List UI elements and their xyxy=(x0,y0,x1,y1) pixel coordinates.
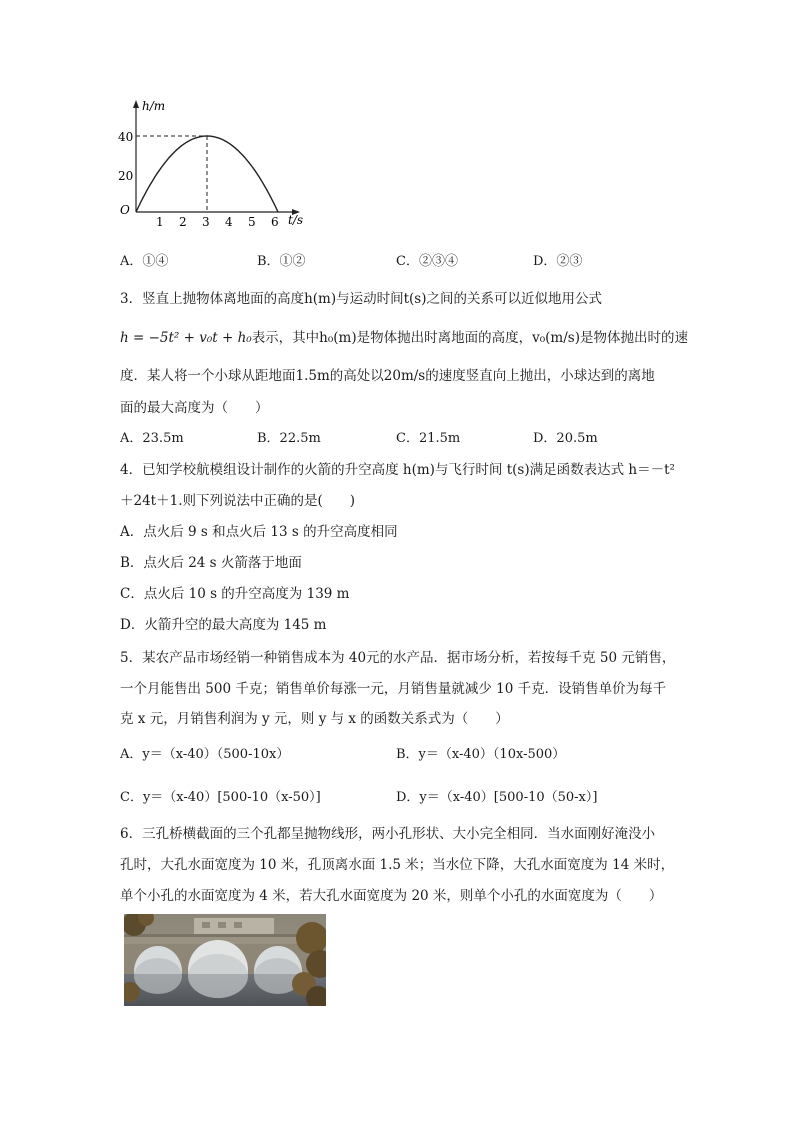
y-axis-arrow xyxy=(133,100,139,108)
q4-line-2: ＋24t＋1.则下列说法中正确的是( ) xyxy=(120,493,356,509)
q5-option-b[interactable]: B．y＝（x-40）（10x-500） xyxy=(396,747,566,762)
x-tick-5: 5 xyxy=(248,215,256,229)
x-axis-label: t/s xyxy=(288,213,304,227)
q3-formula: h = −5t² + v₀t + h₀ xyxy=(120,330,252,346)
q6-line-2: 孔时，大孔水面宽度为 10 米，孔顶离水面 1.5 米；当水位下降，大孔水面宽度为 14 米时， xyxy=(120,857,675,873)
three-arch-bridge-photo xyxy=(124,914,326,1006)
q5-option-c[interactable]: C．y＝（x-40）[500-10（x-50）] xyxy=(120,790,321,805)
q3-line-2-text: 表示，其中h₀(m)是物体抛出时离地面的高度，v₀(m/s)是物体抛出时的速 xyxy=(251,330,688,346)
height-time-graph xyxy=(112,96,312,236)
y-tick-40: 40 xyxy=(118,130,134,144)
q5-option-a[interactable]: A．y＝（x-40）（500-10x） xyxy=(120,747,290,762)
q5-option-d[interactable]: D．y＝（x-40）[500-10（50-x）] xyxy=(396,790,598,805)
q6-line-3: 单个小孔的水面宽度为 4 米，若大孔水面宽度为 20 米，则单个小孔的水面宽度为（ ） xyxy=(120,888,663,904)
q3-line-4: 面的最大高度为（ ） xyxy=(120,400,269,416)
q3-line-2 xyxy=(120,326,688,346)
q2-option-b[interactable]: B．①② xyxy=(257,254,306,269)
q2-option-a[interactable]: A．①④ xyxy=(120,254,169,269)
x-tick-3: 3 xyxy=(202,215,210,229)
q3-option-c[interactable]: C．21.5m xyxy=(396,431,461,446)
origin-label: O xyxy=(120,203,130,217)
q4-option-b[interactable]: B．点火后 24 s 火箭落于地面 xyxy=(120,555,302,571)
x-tick-6: 6 xyxy=(271,215,279,229)
q3-line-1: 3．竖直上抛物体离地面的高度h(m)与运动时间t(s)之间的关系可以近似地用公式 xyxy=(120,291,603,307)
q4-option-c[interactable]: C．点火后 10 s 的升空高度为 139 m xyxy=(120,586,350,602)
q4-line-1: 4．已知学校航模组设计制作的火箭的升空高度 h(m)与飞行时间 t(s)满足函数表达式 h＝－t² xyxy=(120,462,675,478)
q2-option-d[interactable]: D．②③ xyxy=(533,254,583,269)
q3-line-3: 度．某人将一个小球从距地面1.5m的高处以20m/s的速度竖直向上抛出，小球达到的离地 xyxy=(120,368,655,384)
q5-line-2: 一个月能售出 500 千克；销售单价每涨一元，月销售量就减少 10 千克．设销售单价为每千 xyxy=(120,681,667,697)
y-axis-label: h/m xyxy=(142,99,166,113)
x-tick-4: 4 xyxy=(225,215,233,229)
q5-line-3: 克 x 元，月销售利润为 y 元，则 y 与 x 的函数关系式为（ ） xyxy=(120,711,509,727)
q4-option-a[interactable]: A．点火后 9 s 和点火后 13 s 的升空高度相同 xyxy=(120,524,398,540)
x-tick-1: 1 xyxy=(156,215,164,229)
q5-line-1: 5．某农产品市场经销一种销售成本为 40元的水产品．据市场分析，若按每千克 50 元销售， xyxy=(120,650,676,666)
q3-option-b[interactable]: B．22.5m xyxy=(257,431,321,446)
q2-option-c[interactable]: C．②③④ xyxy=(396,254,458,269)
q3-option-d[interactable]: D．20.5m xyxy=(533,431,598,446)
x-tick-2: 2 xyxy=(179,215,187,229)
q4-option-d[interactable]: D．火箭升空的最大高度为 145 m xyxy=(120,617,327,633)
q6-line-1: 6．三孔桥横截面的三个孔都呈抛物线形，两小孔形状、大小完全相同．当水面刚好淹没小 xyxy=(120,826,656,842)
q3-option-a[interactable]: A．23.5m xyxy=(120,431,184,446)
y-tick-20: 20 xyxy=(118,169,134,183)
